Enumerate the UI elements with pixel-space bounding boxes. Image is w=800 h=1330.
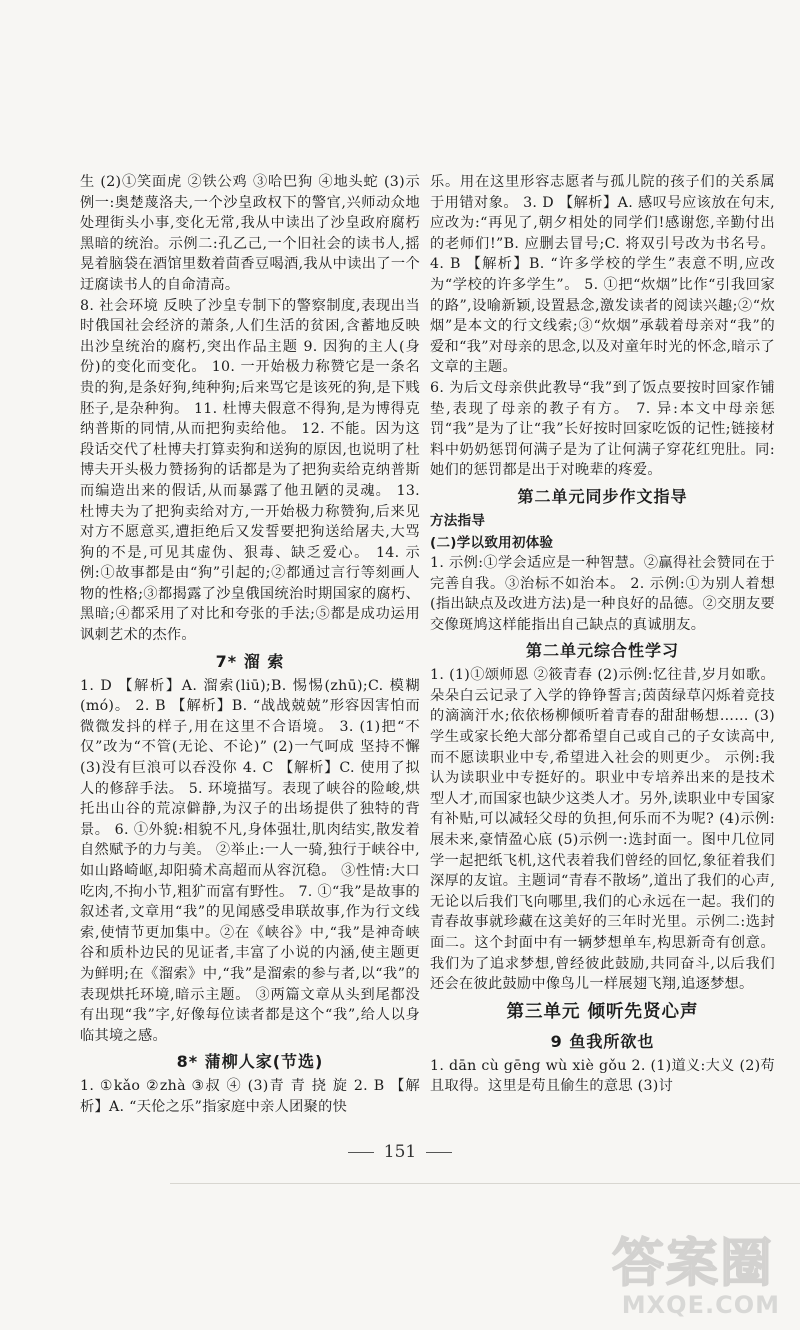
bottom-divider [170, 1183, 800, 1184]
section-heading: 8* 蒲柳人家(节选) [176, 1052, 324, 1072]
answer-paragraph: 1. dān cù gēng wù xiè gǒu 2. (1)道义:大义 (2)苟且取得。这里是苟且偷生的意思 (3)讨 [430, 1057, 775, 1095]
watermark-logo [588, 1215, 788, 1325]
left-column [80, 172, 420, 1118]
page-number-text: 151 [383, 1142, 417, 1162]
answer-paragraph: 乐。用在这里形容志愿者与孤儿院的孩子们的关系属于用错对象。 3. D 【解析】A. 感叹号应该放在句末,应改为:“再见了,朝夕相处的同学们!感谢您,辛勤付出的老师们!”B. 应删去冒号;C. 将双引号改为书名号。 4. B 【解析】B. “许多学校的学生”表意不明,应改为“学校的许多学生”。 5. ①把“炊烟”比作“引我回家的路”,设喻新颖,设置悬念,激发读者的阅读兴趣;②“炊烟”是本文的行文线索;③“炊烟”承载着母亲对“我”的爱和“我”对母亲的思念,以及对童年时光的怀念,暗示了文章的主题。 [430, 174, 775, 376]
watermark-cn: 答案圈 [611, 1234, 774, 1294]
answer-paragraph: 1. ①kǎo ②zhà ③叔 ④ (3)青 青 挠 旋 2. B 【解析】A. “天伦之乐”指家庭中亲人团聚的快 [80, 1078, 420, 1115]
right-column [430, 172, 775, 1097]
watermark-url: MXQE.COM [621, 1291, 780, 1319]
dash-left [348, 1152, 374, 1153]
answer-paragraph: 1. D 【解析】A. 溜索(liū);B. 惕惕(zhū);C. 模糊(mó)。 2. B 【解析】B. “战战兢兢”形容因害怕而微微发抖的样子,用在这里不合语境。 3. (1)把“不仅”改为“不管(无论、不论)” (2)一气呵成 坚持不懈 (3)没有巨浪可以吞没你 4. C 【解析】C. 使用了拟人的修辞手法。 5. 环境描写。表现了峡谷的险峻,烘托出山谷的荒凉僻静,为汉子的出场提供了独特的背景。 6. ①外貌:相貌不凡,身体强壮,肌肉结实,散发着自然赋予的力与美。 ②举止:一人一骑,独行于峡谷中,如山路崎岖,却阳骑术高超而从容沉稳。 ③性情:大口吃肉,不拘小节,粗犷而富有野性。 7. ①“我”是故事的叙述者,文章用“我”的见闻感受串联故事,作为行文线索,使情节更加集中。②在《峡谷》中,“我”是神奇峡谷和质朴边民的见证者,丰富了小说的内涵,使主题更为鲜明;在《溜索》中,“我”是溜索的参与者,以“我”的表现烘托环境,暗示主题。 ③两篇文章从头到尾都没有出现“我”字,好像每位读者都是这个“我”,给人以身临其境之感。 [80, 677, 420, 1044]
section-heading: 9 鱼我所欲也 [550, 1031, 655, 1051]
answer-paragraph: 生 (2)①笑面虎 ②铁公鸡 ③哈巴狗 ④地头蛇 (3)示例一:奥楚蔑洛夫,一个沙皇政权下的警官,兴师动众地处理街头小事,变化无常,我从中读出了沙皇政府腐朽黑暗的统治。示例二:孔乙己,一个旧社会的读书人,摇晃着脑袋在酒馆里数着茴香豆喝酒,我从中读出了一个迂腐读书人的自命清高。 [80, 174, 420, 293]
unit-heading: 第三单元 倾听先贤心声 [506, 1001, 699, 1022]
answer-paragraph: 1. (1)①颂师恩 ②筱青春 (2)示例:忆往昔,岁月如歌。朵朵白云记录了入学的铮铮誓言;茵茵绿草闪烁着竞技的滴滴汗水;依依杨柳倾听着青春的甜甜畅想…… (3)学生或家长绝大部分都希望自己或自己的子女读高中,而不愿读职业中专,希望进入社会的则更少。 示例:我认为读职业中专挺好的。职业中专培养出来的是技术型人才,而国家也缺少这类人才。另外,读职业中专国家有补贴,可以减轻父母的负担,何乐而不为呢? (4)示例:展未来,豪情盈心底 (5)示例一:选封面一。图中几位同学一起把纸飞机,这代表着我们曾经的回忆,象征着我们深厚的友谊。主题词“青春不散场”,道出了我们的心声,无论以后我们飞向哪里,我们的心永远在一起。我们的青春故事就珍藏在这美好的三年时光里。示例二:选封面二。这个封面中有一辆梦想单车,构思新奇有创意。我们为了追求梦想,曾经彼此鼓励,共同奋斗,以后我们还会在彼此鼓励中像鸟儿一样展翅飞翔,追逐梦想。 [430, 667, 775, 993]
section-heading: 7* 溜 索 [215, 651, 285, 671]
sub-heading: (二)学以致用初体验 [430, 534, 554, 551]
answer-paragraph: 6. 为后文母亲供此教导“我”到了饭点要按时回家作铺垫,表现了母亲的教子有方。 7. 异:本文中母亲惩罚“我”是为了让“我”长好按时回家吃饭的记性;链接材料中奶奶惩罚何满子是为了让何满子穿花红兜肚。同:她们的惩罚都是出于对晚辈的疼爱。 [430, 379, 775, 479]
section-heading: 第二单元综合性学习 [525, 641, 679, 661]
answer-paragraph: 1. 示例:①学会适应是一种智慧。②赢得社会赞同在于完善自我。③治标不如治本。 2. 示例:①为别人着想(指出缺点及改进方法)是一种良好的品德。②交朋友要交像斑鸠这样能指出自己缺点的真诚朋友。 [430, 554, 775, 633]
page-number [0, 1142, 800, 1162]
answer-paragraph: 8. 社会环境 反映了沙皇专制下的警察制度,表现出当时俄国社会经济的萧条,人们生活的贫困,含蓄地反映出沙皇统治的腐朽,突出作品主题 9. 因狗的主人(身份)的变化而变化。 10. 一开始极力称赞它是一条名贵的狗,是条好狗,纯种狗;后来骂它是该死的狗,是下贱胚子,是杂种狗。 11. 杜博夫假意不得狗,是为博得克纳普斯的同情,从而把狗卖给他。 12. 不能。因为这段话交代了杜博夫打算卖狗和送狗的原因,也说明了杜博夫开头极力赞扬狗的话都是为了把狗卖给克纳普斯而编造出来的假话,从而暴露了他丑陋的灵魂。 13. 杜博夫为了把狗卖给对方,一开始极力称赞狗,后来见对方不愿意买,遭拒绝后又发誓要把狗送给屠夫,大骂狗的不是,可见其虚伪、狠毒、缺乏爱心。 14. 示例:①故事都是由“狗”引起的;②都通过言行等刻画人物的性格;③都揭露了沙皇俄国统治时期国家的腐朽、黑暗;④都采用了对比和夸张的手法;⑤都是成功运用讽刺艺术的杰作。 [80, 297, 420, 644]
dash-right [426, 1152, 452, 1153]
sub-heading: 方法指导 [430, 512, 486, 529]
section-heading: 第二单元同步作文指导 [517, 486, 688, 506]
